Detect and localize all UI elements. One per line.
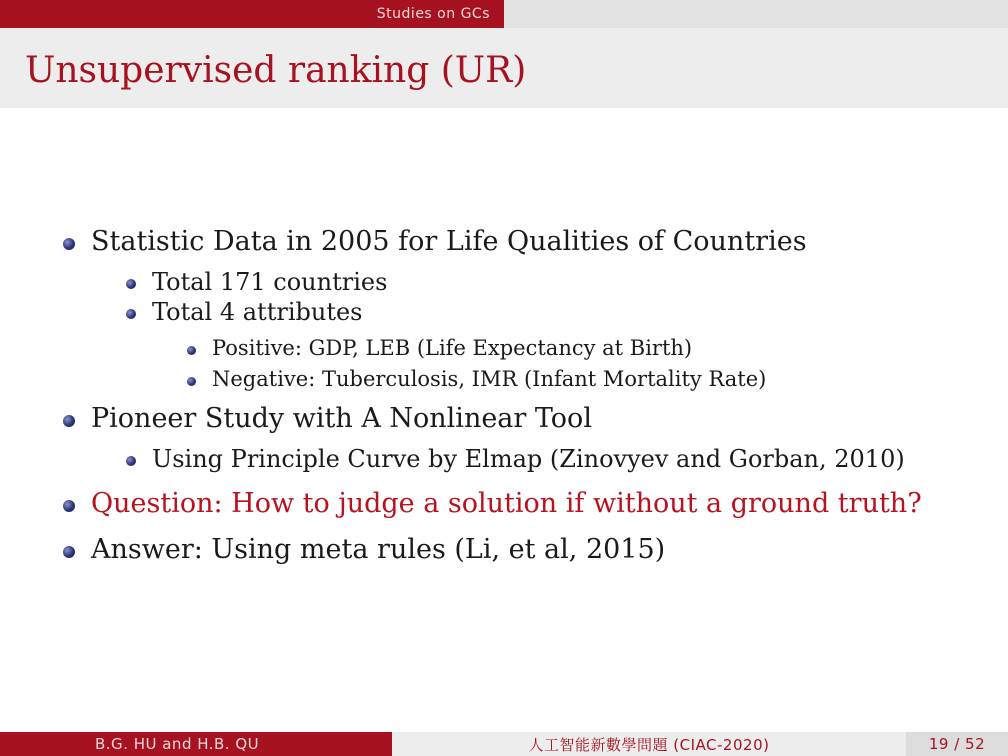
bullet-icon — [187, 346, 196, 355]
bullet-icon — [126, 309, 136, 319]
sub-bullet-item: Total 4 attributes — [152, 298, 363, 326]
section-title[interactable]: Studies on GCs — [0, 0, 504, 28]
bullet-item: Pioneer Study with A Nonlinear Tool — [91, 403, 592, 434]
bullet-icon — [63, 546, 75, 558]
bullet-item-question: Question: How to judge a solution if without a ground truth? — [91, 488, 922, 519]
sub-bullet-item: Using Principle Curve by Elmap (Zinovyev and Gorban, 2010) — [152, 445, 905, 473]
bullet-icon — [63, 500, 75, 512]
footer-talk-title[interactable]: 人工智能新數學問題 (CIAC-2020) — [392, 732, 906, 756]
bullet-icon — [126, 456, 136, 466]
sub-sub-bullet-item: Positive: GDP, LEB (Life Expectancy at Birth) — [212, 336, 693, 360]
bullet-icon — [126, 279, 136, 289]
slide-title: Unsupervised ranking (UR) — [25, 50, 527, 91]
bullet-icon — [63, 415, 75, 427]
bullet-item: Statistic Data in 2005 for Life Qualities of Countries — [91, 226, 807, 257]
bullet-item-answer: Answer: Using meta rules (Li, et al, 2015) — [91, 534, 666, 565]
sub-bullet-item: Total 171 countries — [152, 268, 388, 296]
bullet-icon — [187, 377, 196, 386]
footer-bar — [0, 732, 1008, 756]
bullet-icon — [63, 238, 75, 250]
footer-page-number: 19 / 52 — [906, 732, 1008, 756]
footer-authors[interactable]: B.G. HU and H.B. QU — [0, 732, 392, 756]
sub-sub-bullet-item: Negative: Tuberculosis, IMR (Infant Mortality Rate) — [212, 367, 767, 391]
